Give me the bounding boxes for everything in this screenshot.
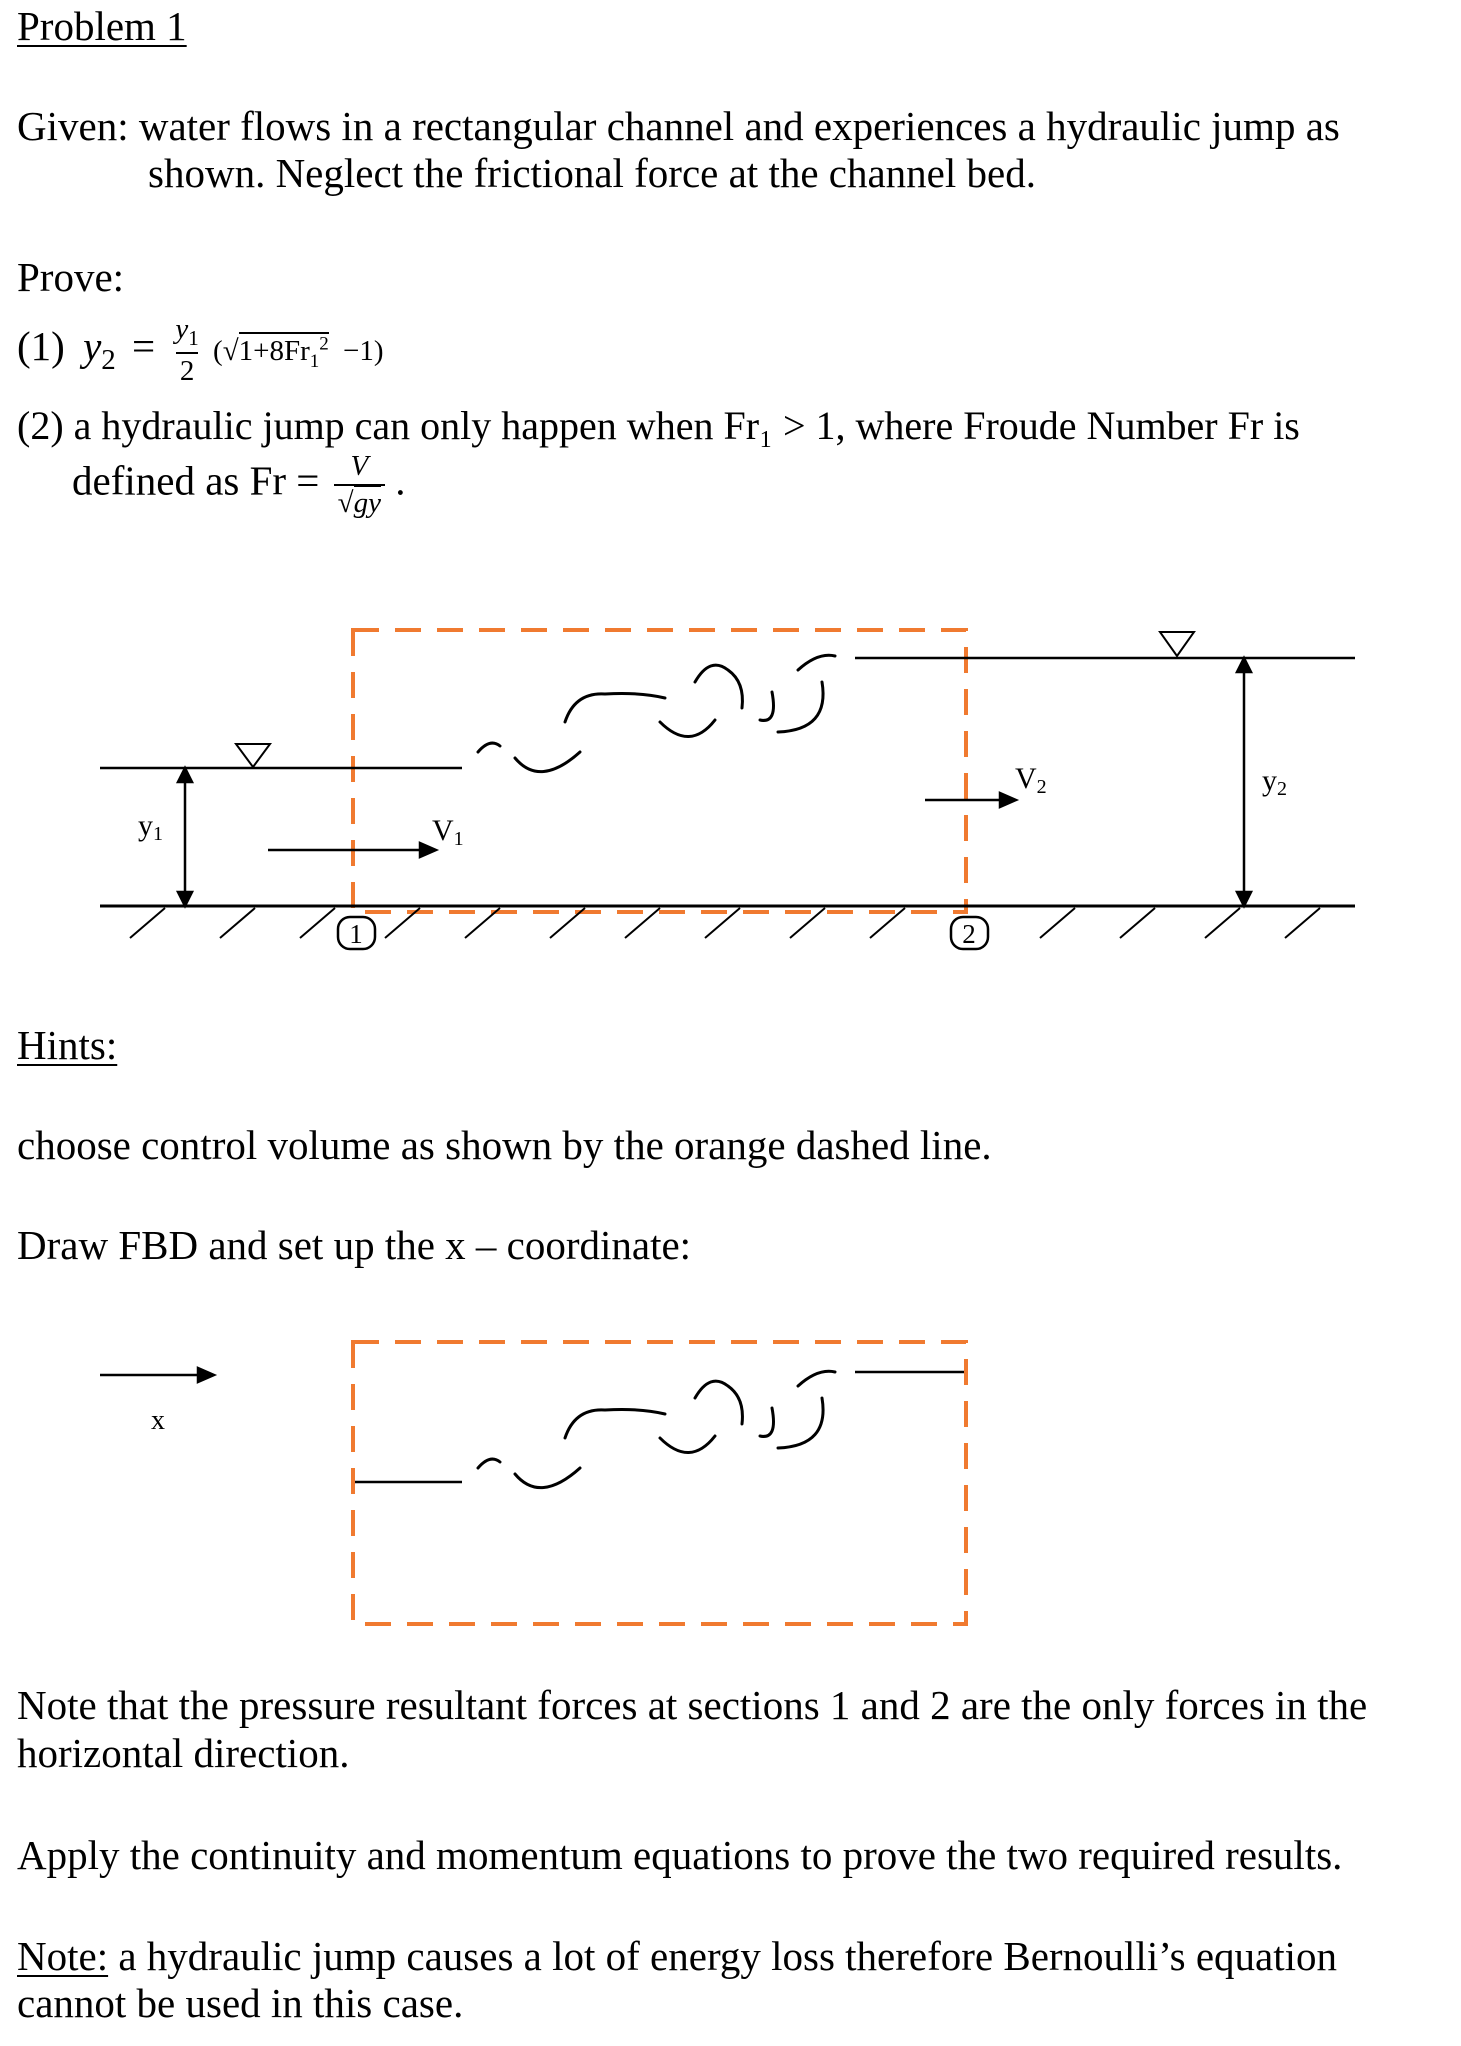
- froude-period: .: [395, 457, 406, 504]
- equation-1-lhs: $y_2$: [83, 322, 116, 376]
- y2-depth-arrow: [1237, 658, 1251, 906]
- given-line-2: shown. Neglect the frictional force at the channel bed.: [148, 150, 1036, 196]
- v1-label: V1: [432, 814, 464, 850]
- note-bernoulli-line-2: cannot be used in this case.: [17, 1980, 464, 2026]
- hint-control-volume: choose control volume as shown by the orange dashed line.: [17, 1122, 992, 1168]
- y1-label: y1: [138, 809, 163, 845]
- section-2-label: 2: [962, 919, 976, 949]
- y1-depth-arrow: [178, 768, 192, 906]
- prove-heading: Prove:: [17, 254, 125, 300]
- note-pressure-line-1: Note that the pressure resultant forces at sections 1 and 2 are the only forces in the: [17, 1682, 1368, 1728]
- note-bernoulli-text: a hydraulic jump causes a lot of energy loss therefore Bernoulli’s equation: [108, 1933, 1337, 1979]
- v2-velocity-arrow: [925, 793, 1016, 807]
- water-surface-marker-1: [236, 744, 270, 767]
- water-surface-marker-2: [1160, 632, 1194, 656]
- section-1-label: 1: [349, 919, 363, 949]
- hints-heading: Hints:: [17, 1022, 118, 1068]
- problem-title: Problem 1: [17, 3, 187, 49]
- control-volume-outline: [353, 630, 966, 912]
- note-bernoulli-line-1: [17, 1933, 1337, 1980]
- equation-1: (1) $y_2$ = $\frac{y_1}{2}$ $(√1+8Fr_1^2 -1)$: [17, 313, 384, 387]
- froude-definition-prefix: defined as Fr =: [72, 457, 320, 504]
- given-line-1: Given: water flows in a rectangular channel and experiences a hydraulic jump as: [17, 103, 1340, 149]
- equation-1-radicand: $1+8Fr_1^2$: [238, 333, 329, 372]
- equation-1-equals: =: [132, 322, 156, 369]
- note-label: Note:: [17, 1933, 109, 1979]
- v2-label: V2: [1015, 762, 1047, 798]
- prove-item-2-line-1: (2) a hydraulic jump can only happen when Fr₁ > 1, where Froude Number Fr is: [17, 403, 1300, 448]
- hydraulic-jump-diagram: [0, 610, 1461, 990]
- x-axis-label: x: [151, 1405, 165, 1436]
- note-pressure-line-2: horizontal direction.: [17, 1730, 350, 1776]
- x-axis-arrow: [100, 1368, 214, 1382]
- equation-1-fraction: $\frac{y_1}{2}$: [175, 313, 199, 387]
- hydraulic-jump-roller: [478, 655, 835, 771]
- note-apply: Apply the continuity and momentum equations to prove the two required results.: [17, 1832, 1343, 1878]
- fbd-jump-roller: [478, 1371, 835, 1487]
- equation-1-tail: −1): [343, 334, 384, 367]
- control-volume-fbd-diagram: [0, 1330, 1461, 1640]
- equation-1-paren: (: [213, 334, 223, 367]
- y2-label: y2: [1262, 764, 1287, 800]
- froude-fraction: $\frac{V}{√gy}$: [334, 452, 385, 518]
- froude-definition: [72, 452, 405, 518]
- hint-fbd: Draw FBD and set up the x – coordinate:: [17, 1222, 692, 1268]
- equation-1-label: (1): [17, 322, 65, 369]
